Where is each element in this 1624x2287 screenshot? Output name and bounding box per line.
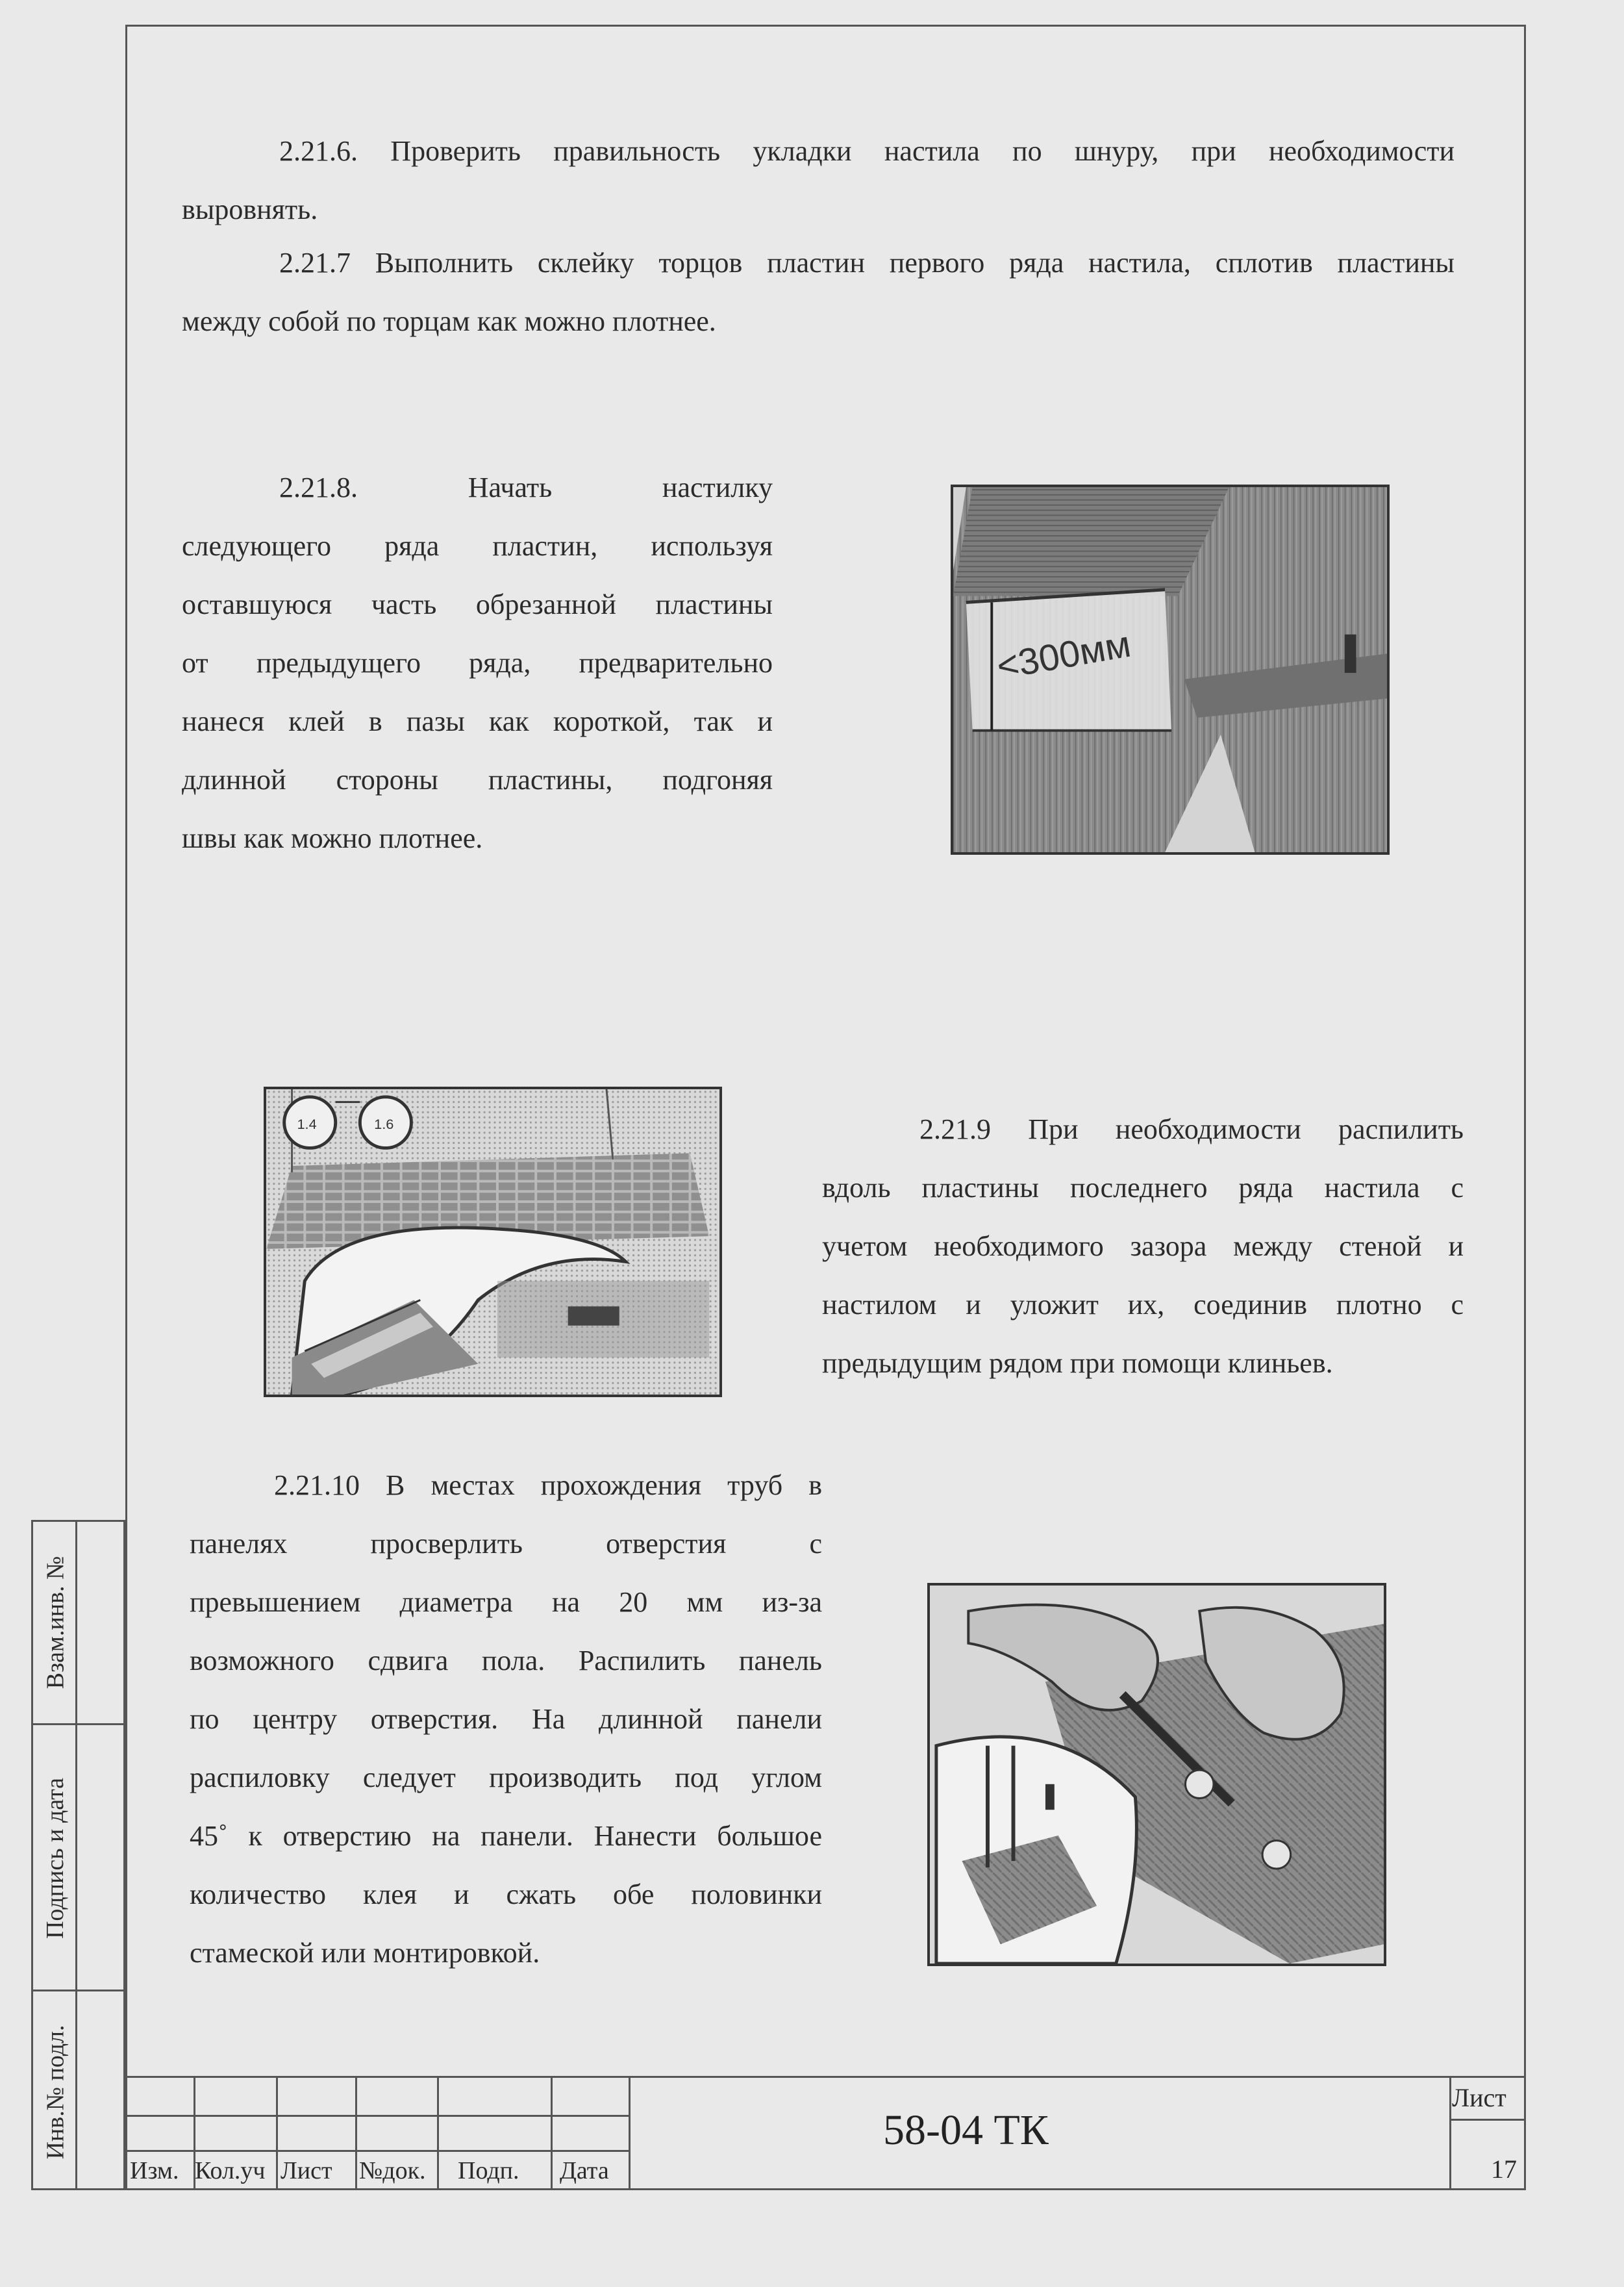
side-label-podpis: Подпись и дата	[42, 1777, 69, 1940]
side-stamp-cell	[33, 1990, 123, 2192]
text-line: следующего ряда пластин, используя	[182, 530, 773, 562]
text-line: 2.21.8. Начать настилку	[279, 472, 773, 503]
paragraph-2-21-10	[190, 1456, 822, 1982]
tb-header-izm: Изм.	[130, 2157, 179, 2184]
text-line: возможного сдвига пола. Распилить панель	[190, 1645, 822, 1676]
figure-pipe-cutout	[927, 1583, 1386, 1966]
text-line: настилом и уложит их, соединив плотно с	[822, 1289, 1464, 1320]
text-line: распиловку следует производить под углом	[190, 1762, 822, 1793]
sheet-number: 17	[1491, 2154, 1517, 2184]
text-line: 2.21.10 В местах прохождения труб в	[274, 1469, 822, 1501]
tb-header-kol: Кол.уч	[195, 2157, 266, 2184]
document-code: 58-04 ТК	[883, 2106, 1049, 2154]
paragraph-2-21-6	[182, 122, 1455, 239]
figure-callout-label: 1.6	[374, 1116, 394, 1132]
side-stamp	[31, 1520, 125, 2190]
tb-header-data: Дата	[560, 2157, 609, 2184]
text-line: панелях просверлить отверстия с	[190, 1528, 822, 1560]
text-line: 2.21.9 При необходимости распилить	[919, 1113, 1464, 1145]
paragraph-2-21-8	[182, 459, 773, 868]
figure-plank-offset	[951, 485, 1390, 855]
text-line: длинной стороны пластины, подгоняя	[182, 764, 773, 796]
text-line: предыдущим рядом при помощи клиньев.	[822, 1347, 1333, 1379]
side-label-vzam: Взам.инв. №	[42, 1556, 69, 1689]
figure-callout-label: 1.4	[297, 1116, 317, 1132]
text-line: 2.21.7 Выполнить склейку торцов пластин первого ряда настила, сплотив пластины	[279, 247, 1455, 279]
text-line: вдоль пластины последнего ряда настила с	[822, 1172, 1464, 1204]
text-line: 2.21.6. Проверить правильность укладки настила по шнуру, при необходимости	[279, 135, 1455, 167]
text-line: выровнять.	[182, 194, 318, 225]
text-line: оставшуюся часть обрезанной пластины	[182, 588, 773, 620]
side-stamp-cell	[33, 1522, 123, 1723]
text-line: учетом необходимого зазора между стеной и	[822, 1230, 1464, 1262]
tb-header-list: Лист	[281, 2157, 332, 2184]
tb-header-podp: Подп.	[458, 2157, 519, 2184]
dimension-label: <300мм	[993, 623, 1134, 688]
text-line: стамеской или монтировкой.	[190, 1937, 540, 1969]
paragraph-2-21-9	[822, 1100, 1464, 1393]
text-line: между собой по торцам как можно плотнее.	[182, 305, 716, 337]
paragraph-2-21-7	[182, 234, 1455, 351]
tb-header-ndok: №док.	[359, 2157, 426, 2184]
side-label-inv: Инв.№ подл.	[42, 2024, 69, 2160]
text-line: 45˚ к отверстию на панели. Нанести большое	[190, 1820, 822, 1852]
text-line: нанеся клей в пазы как короткой, так и	[182, 705, 773, 737]
sheet-label: Лист	[1452, 2083, 1506, 2112]
text-line: швы как можно плотнее.	[182, 822, 483, 854]
text-line: от предыдущего ряда, предварительно	[182, 647, 773, 679]
text-line: по центру отверстия. На длинной панели	[190, 1703, 822, 1735]
text-line: количество клея и сжать обе половинки	[190, 1878, 822, 1910]
side-stamp-cell	[33, 1723, 123, 1990]
text-line: превышением диаметра на 20 мм из-за	[190, 1586, 822, 1618]
figure-last-row-spacers	[264, 1087, 722, 1397]
